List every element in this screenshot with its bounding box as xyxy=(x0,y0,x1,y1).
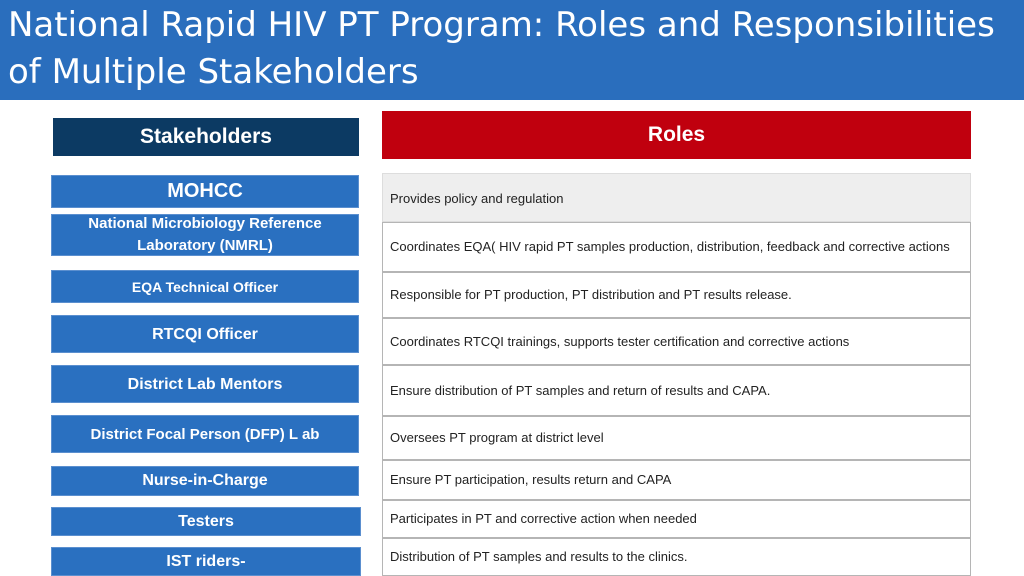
role-mohcc: Provides policy and regulation xyxy=(382,173,971,222)
stakeholder-rtcqi-officer: RTCQI Officer xyxy=(51,315,359,353)
role-eqa-technical-officer: Responsible for PT production, PT distribution and PT results release. xyxy=(382,272,971,318)
role-testers: Participates in PT and corrective action when needed xyxy=(382,500,971,538)
stakeholders-header: Stakeholders xyxy=(53,118,359,156)
title-bar xyxy=(0,0,1024,100)
stakeholder-nurse-in-charge: Nurse-in-Charge xyxy=(51,466,359,496)
roles-header: Roles xyxy=(382,111,971,159)
role-district-lab-mentors: Ensure distribution of PT samples and return of results and CAPA. xyxy=(382,365,971,416)
stakeholder-testers: Testers xyxy=(51,507,361,536)
role-nurse-in-charge: Ensure PT participation, results return and CAPA xyxy=(382,460,971,500)
role-nmrl: Coordinates EQA( HIV rapid PT samples production, distribution, feedback and corrective actions xyxy=(382,222,971,272)
role-ist-riders: Distribution of PT samples and results to the clinics. xyxy=(382,538,971,576)
role-rtcqi-officer: Coordinates RTCQI trainings, supports tester certification and corrective actions xyxy=(382,318,971,365)
stakeholder-nmrl: National Microbiology Reference Laboratory (NMRL) xyxy=(51,214,359,256)
stakeholder-district-focal-person: District Focal Person (DFP) L ab xyxy=(51,415,359,453)
stakeholder-district-lab-mentors: District Lab Mentors xyxy=(51,365,359,403)
stakeholder-ist-riders: IST riders- xyxy=(51,547,361,576)
stakeholder-eqa-technical-officer: EQA Technical Officer xyxy=(51,270,359,303)
stakeholder-mohcc: MOHCC xyxy=(51,175,359,208)
role-district-focal-person: Oversees PT program at district level xyxy=(382,416,971,460)
slide-title: National Rapid HIV PT Program: Roles and Responsibilities of Multiple Stakeholders xyxy=(8,5,995,92)
